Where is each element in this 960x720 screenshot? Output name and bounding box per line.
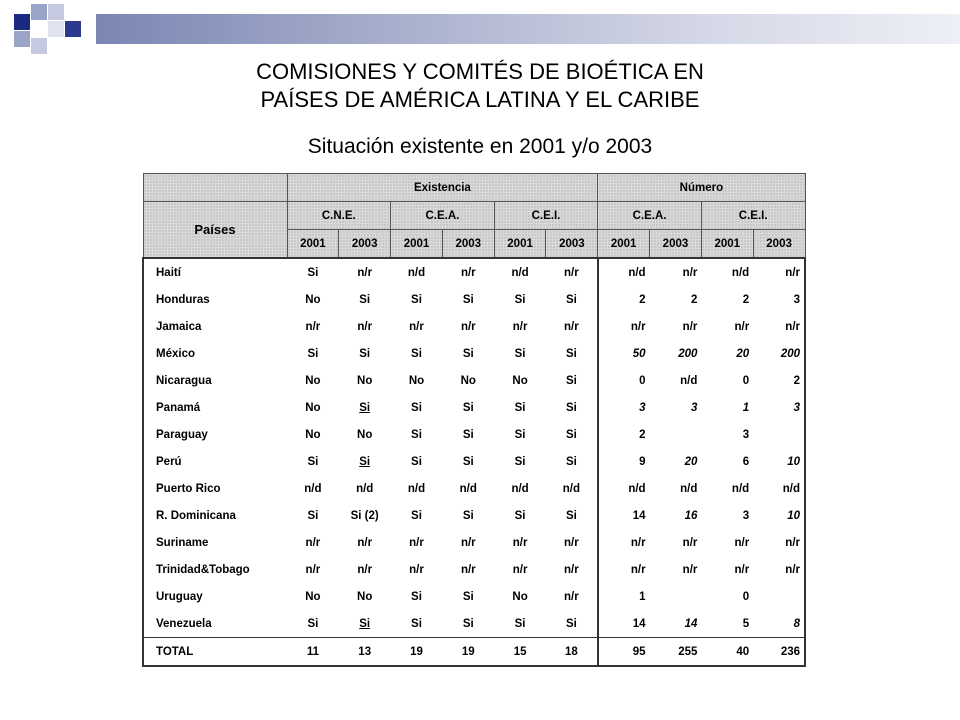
table-cell: 2 bbox=[742, 293, 750, 306]
table-cell: n/r bbox=[682, 563, 698, 576]
table-cell: Si bbox=[359, 401, 371, 414]
table-cell: No bbox=[305, 374, 321, 387]
table-cell: 2 bbox=[598, 286, 650, 313]
table-cell: 236 bbox=[753, 638, 805, 667]
total-label: TOTAL bbox=[143, 638, 287, 667]
country-name: Paraguay bbox=[143, 421, 287, 448]
table-cell: Si bbox=[411, 455, 422, 468]
table-row bbox=[143, 529, 805, 556]
table-cell: n/r bbox=[460, 320, 476, 333]
table-cell: 3 bbox=[742, 509, 750, 522]
slide-title-line2: PAÍSES DE AMÉRICA LATINA Y EL CARIBE bbox=[260, 87, 700, 112]
table-cell: 10 bbox=[753, 448, 805, 475]
table-cell: 0 bbox=[742, 590, 750, 603]
table-cell: n/r bbox=[753, 313, 805, 340]
table-cell: Si bbox=[565, 374, 577, 387]
header-year: 2001 bbox=[287, 230, 339, 259]
table-cell: 2 bbox=[690, 293, 698, 306]
table-cell: n/r bbox=[546, 258, 598, 286]
table-cell: n/d bbox=[407, 482, 426, 495]
table-cell: n/r bbox=[442, 258, 494, 286]
table-cell bbox=[650, 421, 702, 448]
table-cell: 19 bbox=[442, 638, 494, 667]
table-cell: Si bbox=[359, 617, 371, 630]
country-name: México bbox=[143, 340, 287, 367]
table-cell: Si bbox=[462, 509, 474, 522]
table-cell: n/r bbox=[512, 563, 528, 576]
table-cell: n/d bbox=[459, 482, 477, 495]
table-cell: Si bbox=[307, 455, 319, 468]
country-name: Haití bbox=[143, 258, 287, 286]
country-name: Jamaica bbox=[143, 313, 287, 340]
table-cell: 11 bbox=[287, 638, 339, 667]
table-cell: Si bbox=[514, 401, 526, 414]
table-cell: 40 bbox=[701, 638, 753, 667]
decor-square-dark bbox=[14, 14, 30, 30]
table-cell: Si bbox=[411, 347, 422, 360]
header-band bbox=[96, 14, 960, 44]
table-cell: n/r bbox=[598, 556, 650, 583]
table-cell: n/r bbox=[753, 258, 805, 286]
table-cell: 255 bbox=[650, 638, 702, 667]
table-cell: 3 bbox=[598, 394, 650, 421]
table-cell: n/d bbox=[680, 482, 698, 495]
country-name: Suriname bbox=[143, 529, 287, 556]
table-cell: n/r bbox=[305, 563, 321, 576]
table-cell: n/r bbox=[598, 313, 650, 340]
table-row bbox=[143, 583, 805, 610]
table-cell: Si bbox=[565, 401, 577, 414]
table-cell: n/d bbox=[356, 482, 374, 495]
table-cell: n/d bbox=[304, 482, 322, 495]
table-cell: Si bbox=[359, 293, 371, 306]
table-cell: 200 bbox=[753, 340, 805, 367]
bioethics-table bbox=[142, 173, 806, 667]
decor-square-light bbox=[48, 21, 64, 37]
header-numero: Número bbox=[598, 174, 805, 202]
table-cell: No bbox=[305, 293, 321, 306]
table-cell: Si bbox=[359, 347, 371, 360]
table-cell: n/r bbox=[734, 536, 750, 549]
header-year: 2001 bbox=[701, 230, 753, 259]
table-cell: n/r bbox=[460, 563, 476, 576]
table-cell: 18 bbox=[546, 638, 598, 667]
header-year: 2003 bbox=[339, 230, 391, 259]
header-group-cne: C.N.E. bbox=[287, 202, 391, 230]
table-cell: No bbox=[357, 590, 373, 603]
table-cell: Si bbox=[411, 590, 422, 603]
header-year: 2003 bbox=[753, 230, 805, 259]
table-cell: 1 bbox=[598, 583, 650, 610]
table-cell: 2 bbox=[598, 421, 650, 448]
table-cell: 6 bbox=[742, 455, 750, 468]
table-cell: n/d bbox=[511, 482, 529, 495]
table-cell: No bbox=[305, 590, 321, 603]
table-cell: 9 bbox=[598, 448, 650, 475]
table-cell: 200 bbox=[678, 347, 698, 360]
table-cell: 10 bbox=[753, 502, 805, 529]
table-cell: n/r bbox=[564, 563, 579, 576]
table-cell: n/r bbox=[564, 590, 579, 603]
table-cell: 3 bbox=[753, 286, 805, 313]
table-cell: n/r bbox=[357, 536, 373, 549]
table-cell: 0 bbox=[742, 374, 750, 387]
table-cell: Si bbox=[307, 347, 319, 360]
table-cell: Si bbox=[307, 509, 319, 522]
table-cell bbox=[650, 583, 702, 610]
slide-title-line1: COMISIONES Y COMITÉS DE BIOÉTICA EN bbox=[256, 59, 704, 84]
table-row bbox=[143, 394, 805, 421]
table-row bbox=[143, 556, 805, 583]
decor-square-light bbox=[31, 4, 47, 20]
table-cell: Si bbox=[565, 509, 577, 522]
table-cell: Si bbox=[565, 617, 577, 630]
table-cell: n/r bbox=[598, 529, 650, 556]
table-cell: Si bbox=[462, 401, 474, 414]
table-cell: Si bbox=[411, 401, 422, 414]
table-cell: Si bbox=[514, 509, 526, 522]
header-year: 2001 bbox=[598, 230, 650, 259]
table-cell: Si bbox=[565, 428, 577, 441]
header-year: 2001 bbox=[391, 230, 443, 259]
table-cell: Si bbox=[514, 617, 526, 630]
header-group-cea-numero: C.E.A. bbox=[598, 202, 702, 230]
table-cell: n/r bbox=[305, 536, 321, 549]
table-cell: Si bbox=[514, 347, 526, 360]
table-cell: Si bbox=[359, 455, 371, 468]
table-cell: n/r bbox=[357, 563, 373, 576]
header-year: 2003 bbox=[546, 230, 598, 259]
table-cell: No bbox=[460, 374, 476, 387]
decor-square-light bbox=[48, 4, 64, 20]
table-cell: n/r bbox=[512, 536, 528, 549]
table-cell: No bbox=[305, 428, 321, 441]
table-cell: No bbox=[512, 374, 528, 387]
table-cell: 19 bbox=[391, 638, 443, 667]
table-cell: Si bbox=[411, 428, 422, 441]
table-row bbox=[143, 610, 805, 638]
table-cell: Si bbox=[462, 428, 474, 441]
table-total-row bbox=[143, 638, 805, 667]
table-cell: 3 bbox=[690, 401, 698, 414]
table-cell: Si bbox=[514, 428, 526, 441]
table-cell: n/d bbox=[680, 374, 698, 387]
table-cell: Si (2) bbox=[350, 509, 379, 522]
table-cell: n/r bbox=[512, 320, 528, 333]
table-cell: No bbox=[357, 374, 373, 387]
country-name: R. Dominicana bbox=[143, 502, 287, 529]
table-cell: n/r bbox=[564, 320, 579, 333]
table-cell: Si bbox=[287, 258, 339, 286]
table-cell: 5 bbox=[742, 617, 750, 630]
table-cell: n/r bbox=[734, 320, 750, 333]
table-cell: n/d bbox=[753, 475, 805, 502]
table-cell: 15 bbox=[494, 638, 546, 667]
table-row bbox=[143, 286, 805, 313]
table-cell: n/d bbox=[562, 482, 580, 495]
slide-subtitle: Situación existente en 2001 y/o 2003 bbox=[307, 135, 653, 158]
table-cell: n/r bbox=[409, 320, 424, 333]
header-group-cei: C.E.I. bbox=[494, 202, 598, 230]
table-cell: 2 bbox=[753, 367, 805, 394]
country-name: Perú bbox=[143, 448, 287, 475]
country-name: Venezuela bbox=[143, 610, 287, 638]
table-cell: Si bbox=[514, 455, 526, 468]
table-cell: 3 bbox=[753, 394, 805, 421]
table-cell: 16 bbox=[684, 509, 698, 522]
table-cell: n/r bbox=[409, 536, 424, 549]
table-cell: n/r bbox=[734, 563, 750, 576]
table-cell: 1 bbox=[742, 401, 750, 414]
table-cell: n/r bbox=[682, 320, 698, 333]
country-name: Panamá bbox=[143, 394, 287, 421]
decor-square-light bbox=[14, 31, 30, 47]
table-cell: Si bbox=[565, 347, 577, 360]
decor-square-dark bbox=[65, 21, 81, 37]
table-row bbox=[143, 502, 805, 529]
table-cell: 14 bbox=[598, 502, 650, 529]
header-year: 2003 bbox=[442, 230, 494, 259]
table-cell: 20 bbox=[736, 347, 750, 360]
table-cell: No bbox=[305, 401, 321, 414]
table-row bbox=[143, 313, 805, 340]
table-cell: n/r bbox=[682, 536, 698, 549]
table-cell: Si bbox=[411, 617, 422, 630]
table-cell: 50 bbox=[598, 340, 650, 367]
table-cell: n/r bbox=[650, 258, 702, 286]
table-cell: n/r bbox=[564, 536, 579, 549]
table-cell: 14 bbox=[684, 617, 698, 630]
header-group-cea: C.E.A. bbox=[391, 202, 495, 230]
table-cell: Si bbox=[411, 293, 422, 306]
table-cell: n/d bbox=[701, 258, 753, 286]
table-cell: Si bbox=[462, 293, 474, 306]
table-cell: 13 bbox=[339, 638, 391, 667]
table-row bbox=[143, 475, 805, 502]
table-cell: 8 bbox=[753, 610, 805, 638]
table-row bbox=[143, 367, 805, 394]
table-cell: n/r bbox=[305, 320, 321, 333]
table-cell: n/r bbox=[409, 563, 424, 576]
table-cell: n/r bbox=[753, 529, 805, 556]
table-cell: n/r bbox=[460, 536, 476, 549]
table-cell: n/r bbox=[357, 320, 373, 333]
table-cell: 14 bbox=[598, 610, 650, 638]
country-name: Trinidad&Tobago bbox=[143, 556, 287, 583]
table-cell: 3 bbox=[742, 428, 750, 441]
header-group-cei-numero: C.E.I. bbox=[701, 202, 805, 230]
table-cell: Si bbox=[514, 293, 526, 306]
table-row bbox=[143, 258, 805, 286]
table-cell bbox=[753, 421, 805, 448]
table-cell: No bbox=[512, 590, 528, 603]
header-blank-cell bbox=[143, 174, 287, 202]
table-cell: n/d bbox=[598, 258, 650, 286]
table-cell: Si bbox=[462, 347, 474, 360]
table-row bbox=[143, 340, 805, 367]
table-cell: Si bbox=[411, 509, 422, 522]
header-existencia: Existencia bbox=[287, 174, 598, 202]
table-cell: n/r bbox=[753, 556, 805, 583]
table-cell: n/d bbox=[494, 258, 546, 286]
table-cell: No bbox=[408, 374, 425, 387]
table-cell: Si bbox=[462, 617, 474, 630]
header-year: 2003 bbox=[650, 230, 702, 259]
country-name: Uruguay bbox=[143, 583, 287, 610]
header-year: 2001 bbox=[494, 230, 546, 259]
country-name: Puerto Rico bbox=[143, 475, 287, 502]
table-row bbox=[143, 421, 805, 448]
table-cell: 0 bbox=[598, 367, 650, 394]
table-cell: Si bbox=[307, 617, 319, 630]
country-name: Honduras bbox=[143, 286, 287, 313]
table-cell: n/d bbox=[598, 475, 650, 502]
table-cell: n/d bbox=[391, 258, 443, 286]
table-cell: n/d bbox=[731, 482, 750, 495]
header-paises: Países bbox=[143, 202, 287, 259]
table-cell: Si bbox=[462, 590, 474, 603]
table-cell bbox=[753, 583, 805, 610]
table-cell: Si bbox=[565, 293, 577, 306]
table-cell: 20 bbox=[684, 455, 698, 468]
table-cell: No bbox=[357, 428, 373, 441]
table-cell: Si bbox=[565, 455, 577, 468]
country-name: Nicaragua bbox=[143, 367, 287, 394]
table-row bbox=[143, 448, 805, 475]
table-cell: n/r bbox=[339, 258, 391, 286]
table-cell: 95 bbox=[598, 638, 650, 667]
table-cell: Si bbox=[462, 455, 474, 468]
decor-square-light bbox=[31, 38, 47, 54]
